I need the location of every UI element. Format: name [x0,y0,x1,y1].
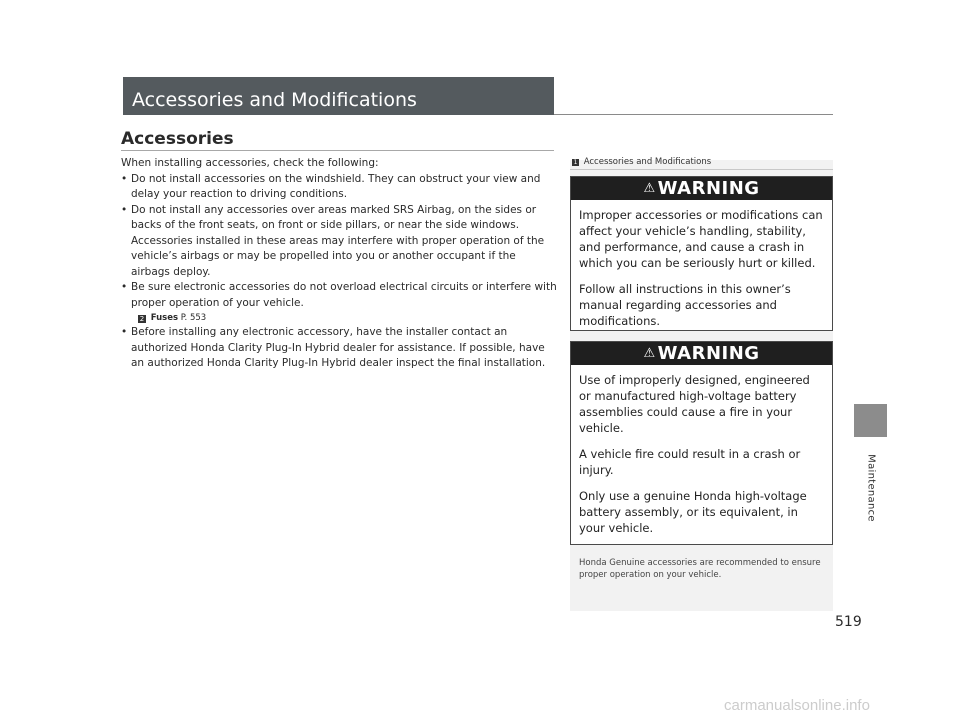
warning-text: Use of improperly designed, engineered or manufactured high-voltage battery assemblies could cause a fire in your vehicle. [579,373,810,435]
warning-triangle-icon: ⚠ [643,181,656,196]
warning-box [570,341,833,545]
section-rule [121,150,554,151]
warning-body [571,200,832,329]
header-rule [554,114,833,115]
warning-text: Improper accessories or modifications can affect your vehicle’s handling, stability, and performance, and cause a crash in which you can be seriously hurt or killed. [579,208,823,270]
note-marker-icon: 1 [573,159,578,166]
bullet-dot: • [121,326,128,338]
bullet-text: Do not install any accessories over areas marked SRS Airbag, on the sides or backs of the front seats, on front or side pillars, or near the side windows. Accessories installed in these areas may interfere with proper operation of the vehicle’s airbags or may be propelled into you or another occupant if the airbags deploy. [131,203,545,278]
bullet-text: Do not install accessories on the windshield. They can obstruct your view and delay your reaction to driving conditions. [131,172,541,200]
bullet-dot: • [121,203,128,216]
warning-text: A vehicle fire could result in a crash or injury. [579,447,801,477]
warning-header [571,342,832,365]
chapter-tab-label: Maintenance [865,454,877,522]
reference-name: Fuses [150,313,179,323]
warning-label: WARNING [657,343,760,364]
list-item [121,203,557,281]
warning-text: Follow all instructions in this owner’s manual regarding accessories and modifications. [579,282,791,328]
bullet-dot: • [121,281,128,293]
chapter-header [123,77,554,115]
list-item [121,280,557,325]
reference-page: P. 553 [180,313,207,323]
page-number: 519 [835,614,862,630]
warning-text: Only use a genuine Honda high-voltage battery assembly, or its equivalent, in your vehicle. [579,489,807,535]
reference-arrow-icon: 2 [139,315,145,323]
intro-text: When installing accessories, check the following: [121,157,379,169]
section-title: Accessories [121,129,234,149]
note-heading-text: Accessories and Modifications [583,157,712,167]
bullet-text: Before installing any electronic accessory, have the installer contact an authorized Honda Clarity Plug-In Hybrid dealer for assistance. If possible, have an authorized Honda Clarity Plug-In Hybrid dealer inspect the final installation. [131,326,546,369]
chapter-title: Accessories and Modifications [132,89,417,111]
list-item [121,172,557,203]
warning-label: WARNING [657,178,760,199]
watermark: carmanualsonline.info [724,697,870,714]
bullet-dot: • [121,172,128,185]
sidebar-note-text: Honda Genuine accessories are recommended to ensure proper operation on your vehicle. [579,558,821,580]
bullet-list [121,172,557,372]
list-item [121,325,557,372]
bullet-text: Be sure electronic accessories do not overload electrical circuits or interfere with proper operation of your vehicle. [131,281,557,309]
warning-box [570,176,833,331]
cross-reference-link[interactable] [138,311,557,325]
warning-body [571,365,832,536]
warning-triangle-icon: ⚠ [643,346,656,361]
sidebar-note-heading [570,157,833,170]
body-text [121,156,557,372]
warning-header [571,177,832,200]
chapter-tab-marker [854,404,887,437]
